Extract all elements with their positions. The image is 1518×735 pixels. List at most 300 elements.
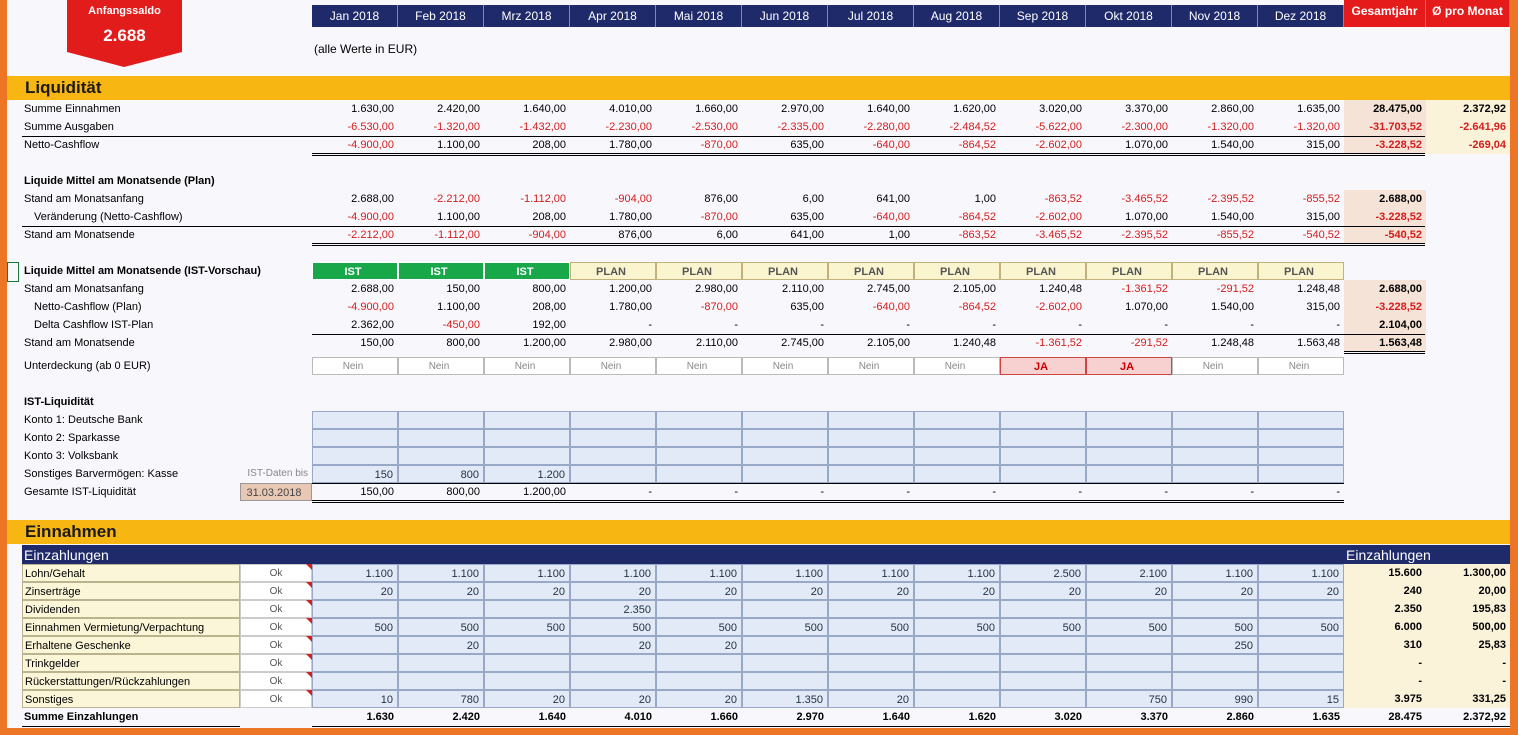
vorschau-cell[interactable]: -291,52 [1130,337,1168,349]
konto-input[interactable] [570,447,656,465]
konto-input[interactable] [1086,447,1172,465]
plan-cell[interactable]: 6,00 [802,193,824,205]
summe-cell[interactable]: 4.010 [624,711,652,723]
plan-cell[interactable]: -870,00 [700,211,738,223]
einnahme-cell[interactable]: 500 [914,618,1000,636]
vorschau-cell[interactable]: -450,00 [442,319,480,331]
gesamt-cell[interactable]: - [820,486,824,498]
plan-cell[interactable]: -904,00 [614,193,652,205]
plan-cell[interactable]: 1.100,00 [437,211,480,223]
plan-cell[interactable]: -1.112,00 [434,229,480,241]
einnahme-cell[interactable]: 500 [828,618,914,636]
plan-cell[interactable]: -540,52 [1302,229,1340,241]
einnahme-total[interactable]: 3.975 [1344,690,1426,708]
liq-cell[interactable]: 1.640,00 [523,103,566,115]
liq-cell[interactable]: -1.320,00 [1293,121,1340,133]
month-header-8[interactable]: Aug 2018 [914,5,1000,27]
konto-input[interactable] [312,411,398,429]
einnahme-cell[interactable] [398,600,484,618]
konto-input[interactable] [1086,411,1172,429]
konto-input[interactable] [656,447,742,465]
einnahme-cell[interactable] [1258,636,1344,654]
gesamt-cell[interactable]: - [1078,486,1082,498]
einnahme-cell[interactable]: 1.100 [1172,564,1258,582]
vorschau-cell[interactable]: 635,00 [790,301,824,313]
liq-cell[interactable]: -2.530,00 [691,121,738,133]
liq-cell[interactable]: 1.780,00 [609,139,652,151]
plan-cell[interactable]: 6,00 [716,229,738,241]
vorschau-cell[interactable]: 1.240,48 [1039,283,1082,295]
einnahme-label[interactable]: Lohn/Gehalt [22,564,240,582]
vorschau-cell[interactable]: - [1336,319,1340,331]
summe-cell[interactable]: 2.860 [1226,711,1254,723]
konto-input[interactable] [1172,447,1258,465]
gesamt-cell[interactable]: - [1336,486,1340,498]
einnahme-cell[interactable]: 1.100 [742,564,828,582]
plan-cell[interactable]: -863,52 [1044,193,1082,205]
liq-cell[interactable]: -1.320,00 [433,121,480,133]
einnahme-label[interactable]: Rückerstattungen/Rückzahlungen [22,672,240,690]
einnahme-cell[interactable]: 1.100 [1258,564,1344,582]
vorschau-cell[interactable]: 1.200,00 [609,283,652,295]
einnahme-cell[interactable] [742,600,828,618]
unterdeckung-flag[interactable]: JA [1000,357,1086,375]
einnahme-cell[interactable] [828,672,914,690]
einnahme-cell[interactable] [1000,690,1086,708]
vorschau-cell[interactable]: 2.362,00 [351,319,394,331]
einnahme-cell[interactable] [1000,672,1086,690]
einnahme-cell[interactable] [1000,654,1086,672]
konto-input[interactable] [742,447,828,465]
einnahme-label[interactable]: Erhaltene Geschenke [22,636,240,654]
bar-input[interactable]: 1.200 [484,465,570,483]
vorschau-cell[interactable]: - [648,319,652,331]
einnahme-cell[interactable] [1086,672,1172,690]
bar-input[interactable] [570,465,656,483]
einnahme-cell[interactable]: 2.100 [1086,564,1172,582]
liq-cell[interactable]: -640,00 [872,139,910,151]
summe-cell[interactable]: 1.620 [968,711,996,723]
vorschau-cell[interactable]: -864,52 [958,301,996,313]
liq-total[interactable]: 28.475,00 [1344,100,1426,118]
einnahme-cell[interactable] [656,600,742,618]
plan-cell[interactable]: 1.540,00 [1211,211,1254,223]
plan-cell[interactable]: -855,52 [1302,193,1340,205]
einnahme-cell[interactable] [1086,654,1172,672]
summe-cell[interactable]: 3.020 [1054,711,1082,723]
plan-cell[interactable]: -3.465,52 [1121,193,1168,205]
einnahme-cell[interactable]: 20 [484,582,570,600]
einnahme-cell[interactable]: 500 [656,618,742,636]
einnahme-cell[interactable] [484,654,570,672]
einnahme-cell[interactable]: 20 [398,582,484,600]
konto-input[interactable] [398,429,484,447]
plan-cell[interactable]: -640,00 [872,211,910,223]
plan-cell[interactable]: -2.212,00 [347,229,394,241]
vorschau-cell[interactable]: 2.110,00 [695,337,738,349]
einnahme-cell[interactable] [1000,636,1086,654]
vorschau-cell[interactable]: 315,00 [1306,301,1340,313]
einnahme-total[interactable]: 15.600 [1344,564,1426,582]
plan-cell[interactable]: -2.602,00 [1035,211,1082,223]
month-header-2[interactable]: Feb 2018 [398,5,484,27]
einnahme-total[interactable]: - [1344,672,1426,690]
einnahme-label[interactable]: Trinkgelder [22,654,240,672]
einnahme-label[interactable]: Sonstiges [22,690,240,708]
liq-cell[interactable]: 635,00 [790,139,824,151]
einnahme-cell[interactable]: 1.100 [312,564,398,582]
plan-cell[interactable]: -2.212,00 [433,193,480,205]
einnahme-cell[interactable]: 20 [570,582,656,600]
unterdeckung-flag[interactable]: Nein [914,357,1000,375]
gesamt-cell[interactable]: 1.200,00 [523,486,566,498]
vorschau-total[interactable]: -3.228,52 [1344,298,1426,316]
einnahme-cell[interactable]: 1.100 [828,564,914,582]
einnahme-cell[interactable] [828,654,914,672]
einnahme-cell[interactable] [914,654,1000,672]
konto-input[interactable] [484,411,570,429]
einnahme-cell[interactable]: 500 [1172,618,1258,636]
einnahme-cell[interactable] [312,654,398,672]
bar-input[interactable] [914,465,1000,483]
konto-input[interactable] [914,411,1000,429]
einnahme-cell[interactable] [914,600,1000,618]
month-header-10[interactable]: Okt 2018 [1086,5,1172,27]
einnahme-cell[interactable] [484,600,570,618]
vorschau-cell[interactable]: 1.100,00 [437,301,480,313]
einnahme-cell[interactable] [914,672,1000,690]
einnahme-avg[interactable]: 1.300,00 [1426,564,1510,582]
unterdeckung-flag[interactable]: Nein [484,357,570,375]
einnahme-cell[interactable]: 20 [1086,582,1172,600]
einnahme-cell[interactable] [742,654,828,672]
einnahme-cell[interactable]: 20 [1258,582,1344,600]
einnahme-cell[interactable] [1000,600,1086,618]
plan-cell[interactable]: -2.395,52 [1207,193,1254,205]
einnahme-cell[interactable]: 1.100 [570,564,656,582]
einnahme-cell[interactable] [570,672,656,690]
einnahme-cell[interactable] [312,672,398,690]
month-header-4[interactable]: Apr 2018 [570,5,656,27]
vorschau-total[interactable]: 2.104,00 [1344,316,1426,334]
vorschau-cell[interactable]: 1.248,48 [1297,283,1340,295]
konto-input[interactable] [570,429,656,447]
konto-input[interactable] [484,429,570,447]
bar-input[interactable] [656,465,742,483]
einnahme-cell[interactable] [1258,654,1344,672]
einnahme-cell[interactable] [484,672,570,690]
einnahme-cell[interactable]: 20 [570,636,656,654]
konto-input[interactable] [312,429,398,447]
total-year-header[interactable]: Gesamtjahr [1344,0,1426,27]
liq-cell[interactable]: 1.630,00 [351,103,394,115]
bar-input[interactable] [742,465,828,483]
vorschau-cell[interactable]: 2.105,00 [867,337,910,349]
liq-cell[interactable]: -2.602,00 [1035,139,1082,151]
vorschau-cell[interactable]: - [1250,319,1254,331]
unterdeckung-flag[interactable]: Nein [398,357,484,375]
bar-input[interactable] [1172,465,1258,483]
einnahme-cell[interactable]: 1.100 [914,564,1000,582]
plan-cell[interactable]: 876,00 [704,193,738,205]
konto-input[interactable] [1258,411,1344,429]
bar-input[interactable] [828,465,914,483]
liq-cell[interactable]: -5.622,00 [1035,121,1082,133]
liq-cell[interactable]: 3.020,00 [1039,103,1082,115]
vorschau-cell[interactable]: 150,00 [360,337,394,349]
month-header-11[interactable]: Nov 2018 [1172,5,1258,27]
einnahme-avg[interactable]: - [1426,672,1510,690]
liq-cell[interactable]: 1.540,00 [1211,139,1254,151]
liq-cell[interactable]: 1.635,00 [1297,103,1340,115]
liq-cell[interactable]: 1.640,00 [867,103,910,115]
einnahme-cell[interactable] [742,672,828,690]
gesamt-cell[interactable]: 800,00 [446,486,480,498]
einnahme-avg[interactable]: 500,00 [1426,618,1510,636]
month-header-9[interactable]: Sep 2018 [1000,5,1086,27]
bar-input[interactable] [1086,465,1172,483]
einnahme-cell[interactable]: 250 [1172,636,1258,654]
summe-total[interactable]: 28.475 [1388,711,1422,723]
vorschau-cell[interactable]: 1.540,00 [1211,301,1254,313]
plan-cell[interactable]: 1.780,00 [609,211,652,223]
einnahme-cell[interactable]: 1.100 [656,564,742,582]
einnahme-cell[interactable]: 20 [570,690,656,708]
vorschau-cell[interactable]: -640,00 [872,301,910,313]
einnahme-cell[interactable]: 500 [312,618,398,636]
einnahme-cell[interactable]: 1.100 [484,564,570,582]
einnahme-cell[interactable]: 1.350 [742,690,828,708]
vorschau-cell[interactable]: -291,52 [1216,283,1254,295]
unterdeckung-flag[interactable]: Nein [742,357,828,375]
bar-input[interactable] [1258,465,1344,483]
einnahme-cell[interactable]: 750 [1086,690,1172,708]
einnahme-cell[interactable] [914,690,1000,708]
unterdeckung-flag[interactable]: Nein [1172,357,1258,375]
liq-cell[interactable]: -4.900,00 [347,139,394,151]
konto-input[interactable] [1000,411,1086,429]
konto-input[interactable] [1000,429,1086,447]
einnahme-cell[interactable] [1172,600,1258,618]
vorschau-cell[interactable]: 2.110,00 [781,283,824,295]
liq-cell[interactable]: 1.620,00 [953,103,996,115]
konto-input[interactable] [398,447,484,465]
liq-cell[interactable]: -2.280,00 [863,121,910,133]
liq-cell[interactable]: 1.660,00 [695,103,738,115]
summe-cell[interactable]: 1.630 [366,711,394,723]
einnahme-cell[interactable] [312,600,398,618]
liq-cell[interactable]: -1.432,00 [519,121,566,133]
einnahme-cell[interactable]: 20 [1172,582,1258,600]
plan-cell[interactable]: 208,00 [532,211,566,223]
vorschau-cell[interactable]: - [1078,319,1082,331]
plan-cell[interactable]: 876,00 [618,229,652,241]
liq-cell[interactable]: -2.335,00 [777,121,824,133]
einnahme-label[interactable]: Einnahmen Vermietung/Verpachtung [22,618,240,636]
einnahme-total[interactable]: 6.000 [1344,618,1426,636]
bar-input[interactable]: 800 [398,465,484,483]
einnahme-cell[interactable]: 20 [828,690,914,708]
konto-input[interactable] [312,447,398,465]
liq-cell[interactable]: 1.070,00 [1125,139,1168,151]
liq-cell[interactable]: 4.010,00 [609,103,652,115]
plan-cell[interactable]: -1.112,00 [520,193,566,205]
einnahme-cell[interactable]: 500 [742,618,828,636]
liq-cell[interactable]: -2.230,00 [605,121,652,133]
einnahme-cell[interactable]: 20 [312,582,398,600]
einnahme-label[interactable]: Zinserträge [22,582,240,600]
liq-cell[interactable]: -2.300,00 [1121,121,1168,133]
einnahme-cell[interactable] [1086,636,1172,654]
month-header-12[interactable]: Dez 2018 [1258,5,1344,27]
vorschau-cell[interactable]: 2.980,00 [609,337,652,349]
summe-cell[interactable]: 3.370 [1140,711,1168,723]
konto-input[interactable] [742,429,828,447]
liq-cell[interactable]: 2.970,00 [781,103,824,115]
einnahme-total[interactable]: 310 [1344,636,1426,654]
summe-cell[interactable]: 1.635 [1312,711,1340,723]
summe-cell[interactable]: 1.640 [882,711,910,723]
einnahme-avg[interactable]: - [1426,654,1510,672]
vorschau-cell[interactable]: 1.070,00 [1125,301,1168,313]
unterdeckung-flag[interactable]: Nein [1258,357,1344,375]
month-header-6[interactable]: Jun 2018 [742,5,828,27]
einnahme-label[interactable]: Dividenden [22,600,240,618]
plan-cell[interactable]: -863,52 [958,229,996,241]
einnahme-cell[interactable]: 10 [312,690,398,708]
vorschau-cell[interactable]: -870,00 [700,301,738,313]
konto-input[interactable] [398,411,484,429]
selected-cell-marker[interactable] [7,262,19,282]
einnahme-cell[interactable]: 2.500 [1000,564,1086,582]
vorschau-cell[interactable]: 192,00 [532,319,566,331]
vorschau-cell[interactable]: 1.248,48 [1211,337,1254,349]
unterdeckung-flag[interactable]: Nein [656,357,742,375]
einnahme-avg[interactable]: 20,00 [1426,582,1510,600]
einnahme-cell[interactable]: 20 [1000,582,1086,600]
plan-cell[interactable]: -2.395,52 [1121,229,1168,241]
konto-input[interactable] [1086,429,1172,447]
konto-input[interactable] [1172,429,1258,447]
liq-cell[interactable]: 3.370,00 [1125,103,1168,115]
bar-input[interactable] [1000,465,1086,483]
vorschau-cell[interactable]: 800,00 [532,283,566,295]
liq-cell[interactable]: -1.320,00 [1207,121,1254,133]
summe-cell[interactable]: 1.660 [710,711,738,723]
vorschau-cell[interactable]: - [820,319,824,331]
summe-cell[interactable]: 2.970 [796,711,824,723]
einnahme-cell[interactable]: 15 [1258,690,1344,708]
konto-input[interactable] [828,447,914,465]
liq-cell[interactable]: 208,00 [532,139,566,151]
liq-avg[interactable]: -269,04 [1426,136,1510,154]
gesamt-cell[interactable]: - [734,486,738,498]
einnahme-cell[interactable] [398,672,484,690]
plan-cell[interactable]: -855,52 [1216,229,1254,241]
einnahme-cell[interactable]: 500 [1086,618,1172,636]
konto-input[interactable] [1258,429,1344,447]
month-header-7[interactable]: Jul 2018 [828,5,914,27]
konto-input[interactable] [742,411,828,429]
vorschau-total[interactable]: 1.563,48 [1344,334,1426,352]
konto-input[interactable] [656,411,742,429]
month-header-3[interactable]: Mrz 2018 [484,5,570,27]
plan-cell[interactable]: 315,00 [1306,211,1340,223]
unterdeckung-flag[interactable]: Nein [312,357,398,375]
ist-date[interactable]: 31.03.2018 [240,483,312,501]
vorschau-cell[interactable]: - [906,319,910,331]
einnahme-total[interactable]: 2.350 [1344,600,1426,618]
plan-cell[interactable]: 635,00 [790,211,824,223]
vorschau-cell[interactable]: 150,00 [446,283,480,295]
einnahme-cell[interactable] [1258,600,1344,618]
vorschau-total[interactable]: 2.688,00 [1344,280,1426,298]
vorschau-cell[interactable]: 800,00 [446,337,480,349]
einnahme-total[interactable]: 240 [1344,582,1426,600]
einnahme-cell[interactable] [828,636,914,654]
einnahme-cell[interactable]: 500 [1000,618,1086,636]
konto-input[interactable] [1000,447,1086,465]
konto-input[interactable] [914,429,1000,447]
vorschau-cell[interactable]: -4.900,00 [347,301,394,313]
konto-input[interactable] [656,429,742,447]
unterdeckung-flag[interactable]: JA [1086,357,1172,375]
bar-input[interactable]: 150 [312,465,398,483]
einnahme-cell[interactable] [1086,600,1172,618]
vorschau-cell[interactable]: - [734,319,738,331]
vorschau-cell[interactable]: 2.105,00 [953,283,996,295]
einnahme-cell[interactable]: 500 [484,618,570,636]
konto-input[interactable] [914,447,1000,465]
vorschau-cell[interactable]: 208,00 [532,301,566,313]
gesamt-cell[interactable]: - [1164,486,1168,498]
plan-cell[interactable]: 641,00 [876,193,910,205]
einnahme-cell[interactable]: 20 [656,582,742,600]
liq-avg[interactable]: 2.372,92 [1426,100,1510,118]
einnahme-cell[interactable]: 500 [398,618,484,636]
konto-input[interactable] [828,429,914,447]
einnahme-cell[interactable] [742,636,828,654]
einnahme-cell[interactable]: 2.350 [570,600,656,618]
einnahme-cell[interactable]: 20 [484,690,570,708]
liq-cell[interactable]: -2.484,52 [949,121,996,133]
gesamt-cell[interactable]: - [648,486,652,498]
liq-cell[interactable]: -870,00 [700,139,738,151]
plan-cell[interactable]: -4.900,00 [347,211,394,223]
konto-input[interactable] [1172,411,1258,429]
plan-cell[interactable]: -3.465,52 [1035,229,1082,241]
einnahme-cell[interactable]: 500 [570,618,656,636]
einnahme-cell[interactable]: 20 [656,690,742,708]
einnahme-cell[interactable]: 20 [914,582,1000,600]
plan-cell[interactable]: 2.688,00 [351,193,394,205]
einnahme-total[interactable]: - [1344,654,1426,672]
gesamt-cell[interactable]: - [992,486,996,498]
gesamt-cell[interactable]: - [1250,486,1254,498]
einnahme-cell[interactable]: 20 [742,582,828,600]
einnahme-cell[interactable] [914,636,1000,654]
einnahme-cell[interactable]: 20 [828,582,914,600]
plan-cell[interactable]: -864,52 [958,211,996,223]
summe-cell[interactable]: 2.420 [452,711,480,723]
konto-input[interactable] [570,411,656,429]
avg-month-header[interactable]: Ø pro Monat [1426,0,1510,27]
vorschau-cell[interactable]: 1.780,00 [609,301,652,313]
plan-cell[interactable]: 1,00 [974,193,996,205]
vorschau-cell[interactable]: -2.602,00 [1035,301,1082,313]
einnahme-cell[interactable] [656,654,742,672]
month-header-5[interactable]: Mai 2018 [656,5,742,27]
